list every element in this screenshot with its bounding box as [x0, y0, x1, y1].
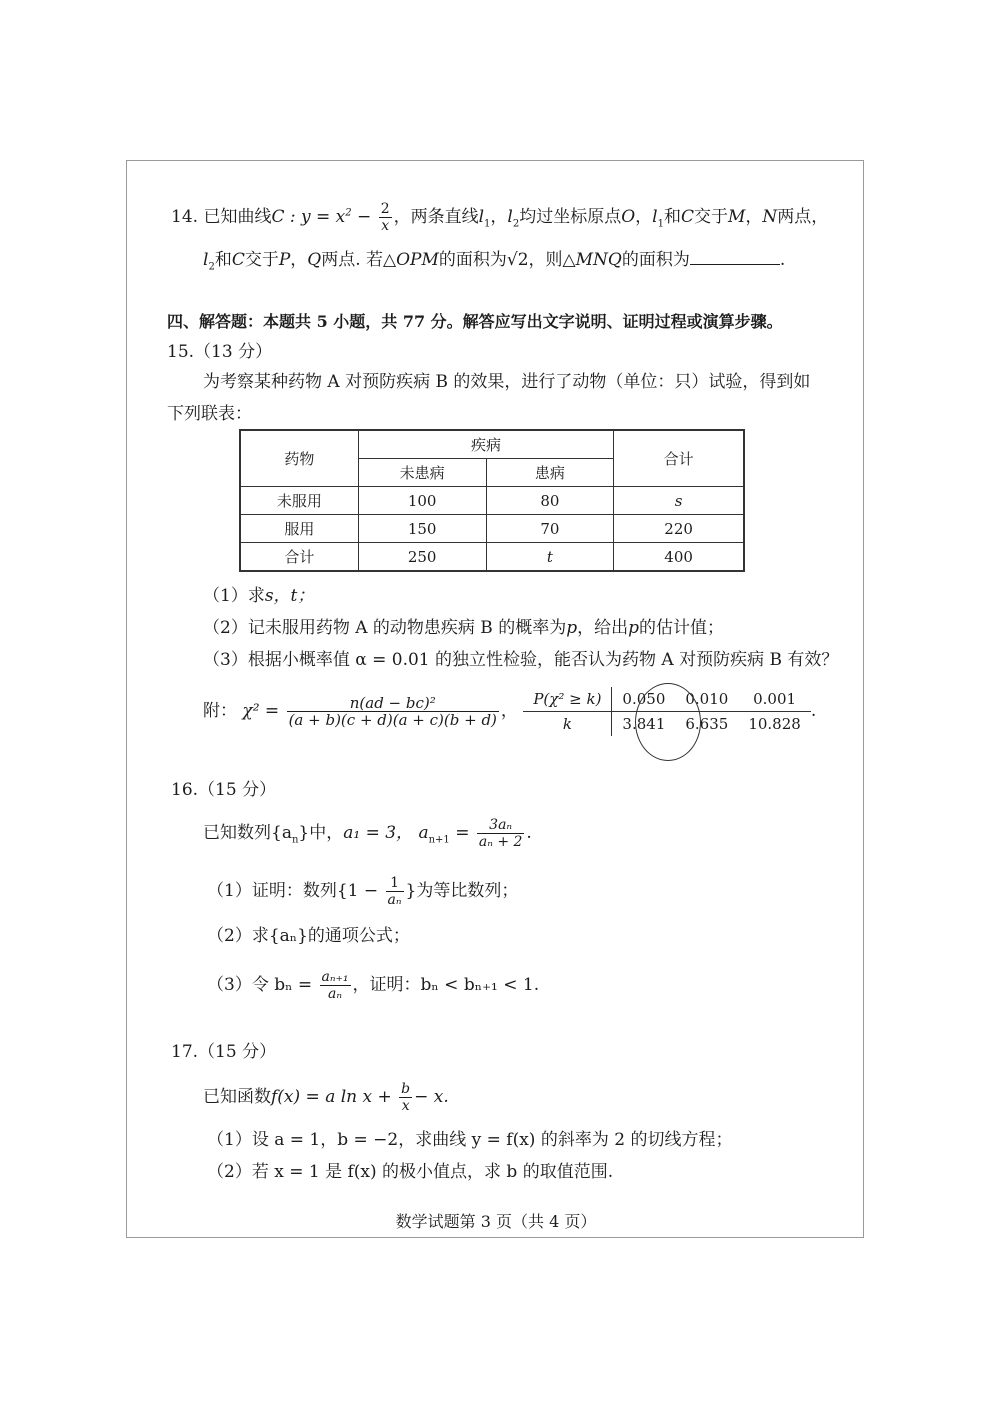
q17-part2: （2）若 x = 1 是 f(x) 的极小值点，求 b 的取值范围.: [207, 1162, 614, 1182]
q15-part3: （3）根据小概率值 α = 0.01 的独立性检验，能否认为药物 A 对预防疾病 B 有效？: [203, 650, 839, 670]
q15-appendix: [203, 687, 816, 736]
q16-part3-b: ，证明：bₙ < bₙ₊₁ < 1.: [352, 975, 540, 995]
k-value: 10.828: [748, 715, 801, 733]
q14-q: Q: [307, 250, 322, 270]
k-value: 6.635: [685, 715, 729, 733]
q16-recurrence: $\frac{\text{3aₙ}}{\text{aₙ + 2}}$: [478, 817, 523, 850]
header-total: 合计: [614, 430, 744, 487]
ptab-header-p: P(χ² ≥ k): [533, 690, 602, 708]
q14-c: C: [680, 207, 694, 227]
q14-p: P: [278, 250, 291, 270]
q15-part1-label: （1）求: [203, 586, 265, 606]
q14-l1: l: [478, 207, 485, 227]
q14-text-b: ，两条直线: [393, 207, 479, 227]
q14-text-d: ，: [635, 207, 653, 227]
q14-fraction: $\frac{2}{x}$: [380, 201, 390, 234]
q14-text: 14. 已知曲线: [171, 207, 272, 227]
q16-given: 已知数列$\{a_n\}$中，a₁ = 3， $a_{n+1}$ = $\frac{\text{3aₙ}}{\text{aₙ + 2}}$ .: [203, 817, 532, 850]
contingency-table: [239, 429, 745, 572]
q15-intro-2: 下列联表：: [167, 404, 252, 424]
appendix-end: .: [810, 701, 817, 721]
row-label: 未服用: [240, 487, 358, 515]
q14-opm: OPM: [396, 250, 439, 270]
q14-end: .: [779, 250, 786, 270]
q16-part3-fraction: $\frac{\text{aₙ₊₁}}{\text{aₙ}}$: [321, 969, 349, 1002]
q16-given-a: 已知数列{a: [203, 823, 292, 843]
q14-text-g: 两点，: [777, 207, 829, 227]
cell: 220: [614, 515, 744, 543]
exam-page: [126, 160, 864, 1238]
q16-part1-b: }为等比数列；: [405, 881, 519, 901]
q15-title: 15.（13 分）: [167, 342, 273, 362]
q14-line2: $l_2$和C交于P，Q两点. 若△OPM的面积为√2，则△MNQ的面积为 .: [203, 250, 786, 273]
q15-intro-1: 为考察某种药物 A 对预防疾病 B 的效果，进行了动物（单位：只）试验，得到如: [203, 372, 811, 392]
q15-part2-c: 的估计值；: [638, 618, 724, 638]
q15-part1: [203, 585, 314, 607]
chi-square-symbol: χ² =: [242, 701, 280, 721]
q16-part3-a: （3）令 bₙ =: [207, 975, 313, 995]
q16-eq: =: [455, 823, 470, 843]
appendix-label: 附：: [203, 701, 237, 721]
q14-text-2c: 两点. 若△: [321, 250, 397, 270]
p-value: 0.050: [612, 687, 675, 712]
q14-text-f: 交于: [694, 207, 728, 227]
q16-a1: a₁ = 3，: [343, 823, 414, 843]
q17-given-b: − x.: [414, 1087, 449, 1107]
header-disease-yes: 患病: [486, 459, 614, 487]
section-heading: 四、解答题：本题共 5 小题，共 77 分。解答应写出文字说明、证明过程或演算步骤。: [167, 312, 783, 331]
cell: s: [614, 487, 744, 515]
q15-part1-vars: s，t；: [264, 586, 315, 606]
header-drug: 药物: [240, 430, 358, 487]
q16-part3: [207, 969, 539, 1002]
q14-n: N: [762, 207, 778, 227]
cell: 80: [486, 487, 614, 515]
q17-fraction: $\frac{b}{x}$: [401, 1081, 411, 1114]
q15-part2-a: （2）记未服用药物 A 的动物患疾病 B 的概率为: [203, 618, 567, 638]
cell: 70: [486, 515, 614, 543]
q15-part2-b: ，给出: [577, 618, 629, 638]
q14-line1: 14. 已知曲线C : $y = x^2$ − $\frac{2}{x}$ ，两条直线$l_1$，$l_2$均过坐标原点O，$l_1$和C交于M，N两点，: [171, 201, 829, 234]
p-value: 0.010: [675, 687, 738, 712]
q16-part1: [207, 875, 518, 908]
q16-title: 16.（15 分）: [171, 780, 277, 800]
q17-given-a: 已知函数: [203, 1087, 271, 1107]
q16-part1-fraction: $\frac{1}{\text{aₙ}}$: [387, 875, 402, 908]
q14-text-c: 均过坐标原点: [519, 207, 622, 227]
row-label: 服用: [240, 515, 358, 543]
q15-part2: （2）记未服用药物 A 的动物患疾病 B 的概率为p，给出p的估计值；: [203, 618, 724, 638]
header-no-disease: 未患病: [358, 459, 486, 487]
q17-function: f(x) = a ln x +: [271, 1087, 392, 1107]
q14-text-2a: 和: [214, 250, 232, 270]
q14-curve: C : y = x: [271, 207, 346, 227]
q16-an1: a: [418, 823, 429, 843]
q14-l2: l: [507, 207, 513, 227]
q14-minus: −: [357, 207, 372, 227]
chi-square-formula: $\frac{\text{n(ad − bc)²}}{(a + b)(c + d)(a + c)(b + d)}$: [288, 694, 497, 729]
cell: 400: [614, 543, 744, 572]
q14-pow: 2: [345, 207, 352, 219]
q17-title: 17.（15 分）: [171, 1042, 277, 1062]
q14-text-2e: 的面积为: [621, 250, 690, 270]
cell: 150: [358, 515, 486, 543]
cell: 250: [358, 543, 486, 572]
table-row: [240, 543, 744, 572]
q16-part2: （2）求{aₙ}的通项公式；: [207, 926, 410, 946]
q14-text-e: 和: [663, 207, 681, 227]
q14-m: M: [728, 207, 746, 227]
q17-given: [203, 1081, 449, 1114]
q17-part1: （1）设 a = 1，b = −2，求曲线 y = f(x) 的斜率为 2 的切线方程；: [207, 1130, 733, 1150]
cell: t: [486, 543, 614, 572]
table-row: [240, 487, 744, 515]
appendix-comma: ，: [500, 701, 518, 721]
q16-an1-sub: n+1: [428, 834, 450, 846]
q16-end: .: [526, 823, 532, 843]
q14-text-2d: 的面积为√2，则△: [438, 250, 576, 270]
row-label: 合计: [240, 543, 358, 572]
q15-part2-p: p: [566, 618, 578, 638]
q16-given-b: }中，: [298, 823, 344, 843]
q14-origin: O: [621, 207, 636, 227]
header-disease: 疾病: [358, 430, 613, 459]
q14-mnq: MNQ: [575, 250, 622, 270]
p-value: 0.001: [738, 687, 811, 712]
cell: 100: [358, 487, 486, 515]
hand-drawn-circle: [635, 683, 701, 761]
ptab-header-k: k: [562, 715, 572, 733]
k-value: 3.841: [622, 715, 666, 733]
page-footer: 数学试题第 3 页（共 4 页）: [395, 1212, 597, 1231]
table-row: [240, 515, 744, 543]
q14-text-2b: 交于: [244, 250, 279, 270]
answer-blank[interactable]: [690, 250, 780, 265]
q16-part1-a: （1）证明：数列{1 −: [207, 881, 379, 901]
